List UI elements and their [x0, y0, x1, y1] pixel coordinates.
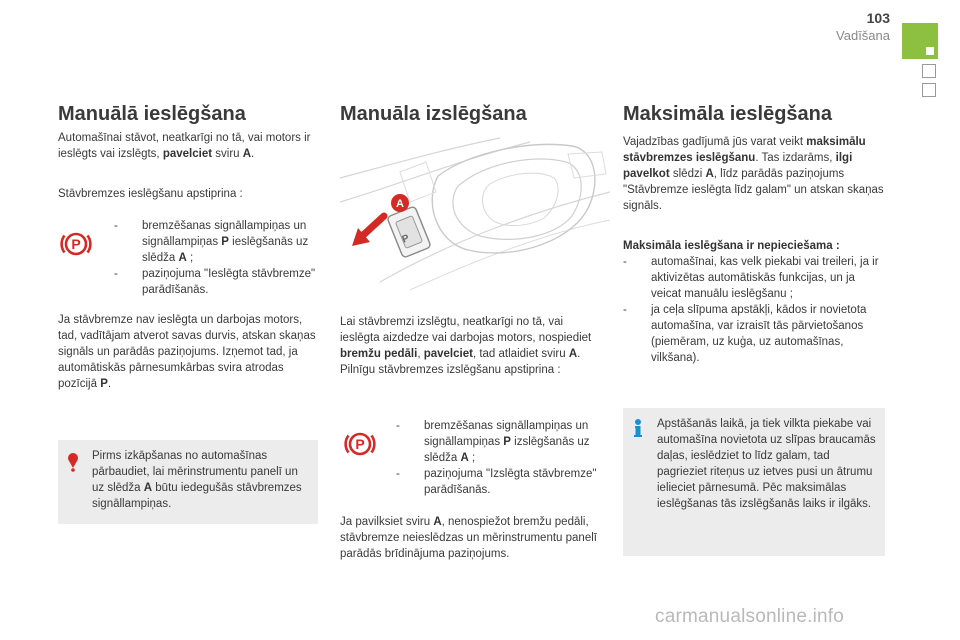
- col2-list: [396, 418, 602, 498]
- info-text: Apstāšanās laikā, ja tiek vilkta piekabe vai automašīna novietota uz slīpas braucamās daļas, ieslēdziet to līdz galam, tad pagrieziet riteņus uz ietves pusi un ātrumu ielieciet pārnesumā. Pēc maksimālas ieslēgšanas tās izslēgšanās laiks ir ilgāks.: [657, 418, 876, 510]
- tab-marker: [926, 47, 934, 55]
- watermark: carmanualsonline.info: [655, 606, 845, 627]
- page-number: 103: [866, 10, 890, 26]
- col1-title: Manuālā ieslēgšana: [58, 103, 246, 125]
- chapter-tab-empty-2: [922, 83, 936, 97]
- callout-a-label: A: [396, 198, 404, 210]
- parking-brake-switch-illustration: [340, 132, 610, 290]
- warning-note: [58, 440, 318, 524]
- list-item: - bremzēšanas signāllampiņas un signāllampiņas P izslēgšanās uz slēdža A ;: [396, 420, 590, 464]
- info-note: [623, 408, 885, 556]
- list-item: - paziņojuma "Izslēgta stāvbremze" parādīšanās.: [396, 468, 597, 496]
- chapter-tab-empty-1: [922, 64, 936, 78]
- parking-brake-warning-icon: [60, 228, 92, 260]
- warning-text: Pirms izkāpšanas no automašīnas pārbaudiet, lai mērinstrumentu panelī un uz slēdža A būtu iedegušās stāvbremzes signāllampiņas.: [92, 450, 302, 510]
- list-item: - bremzēšanas signāllampiņas un signāllampiņas P ieslēgšanās uz slēdža A ;: [114, 220, 309, 264]
- lamp-letter: P: [355, 436, 365, 452]
- parking-brake-warning-icon: [344, 428, 376, 460]
- list-item: - automašīnai, kas velk piekabi vai treileri, ja ir aktivizētas automātiskās funkcijas, un ja veicat manuālu ieslēgšanu ;: [623, 256, 879, 300]
- col1-paragraph-1: Automašīnai stāvot, neatkarīgi no tā, vai motors ir ieslēgts vai izslēgts, pavelciet sviru A.: [58, 132, 311, 160]
- col2-paragraph-2: Pilnīgu stāvbremzes izslēgšanu apstiprina :: [340, 364, 561, 376]
- col1-paragraph-2: Stāvbremzes ieslēgšanu apstiprina :: [58, 188, 243, 200]
- list-item: - paziņojuma "Ieslēgta stāvbremze" parādīšanās.: [114, 268, 316, 296]
- col3-title: Maksimāla ieslēgšana: [623, 103, 833, 125]
- section-name: Vadīšana: [836, 28, 890, 43]
- lamp-letter: P: [71, 236, 81, 252]
- col3-paragraph-1: Vajadzības gadījumā jūs varat veikt maksimālu stāvbremzes ieslēgšanu. Tas izdarāms, ilgi pavelkot slēdzi A, līdz parādās paziņojums "Stāvbremze ieslēgta līdz galam" un atskan skaņas signāls.: [623, 136, 884, 212]
- col2-paragraph-1: Lai stāvbremzi izslēgtu, neatkarīgi no tā, vai ieslēgta aizdedze vai darbojas motors, nospiediet bremžu pedāli, pavelciet, tad atlaidiet sviru A. Pilnīgu stāvbremzes izslēgšanu apstiprina :: [340, 314, 602, 378]
- info-icon: [629, 418, 647, 438]
- warning-icon: [64, 452, 82, 472]
- switch-p-letter: P: [400, 232, 411, 246]
- col2-paragraph-3: Ja pavilksiet sviru A, nenospiežot bremžu pedāli, stāvbremze neieslēdzas un mērinstrumentu panelī parādās brīdinājuma paziņojums.: [340, 516, 597, 560]
- list-item: - ja ceļa slīpuma apstākļi, kādos ir novietota automašīna, var izraisīt tās pārvietošanos (piemēram, uz kuģa, uz automašīnas, vilkšana).: [623, 304, 867, 364]
- col1-paragraph-3: Ja stāvbremze nav ieslēgta un darbojas motors, tad, vadītājam atverot savas durvis, atskan skaņas signāls un parādās paziņojums. Izņemot tad, ja automātiskās pārnesumkārbas svira atrodas pozīcijā P.: [58, 314, 316, 390]
- col1-list: [114, 218, 320, 298]
- col2-title: Manuāla izslēgšana: [340, 103, 527, 125]
- col3-list: [623, 254, 885, 366]
- chapter-tab: [902, 23, 938, 59]
- col3-subheading: Maksimāla ieslēgšana ir nepieciešama :: [623, 240, 840, 252]
